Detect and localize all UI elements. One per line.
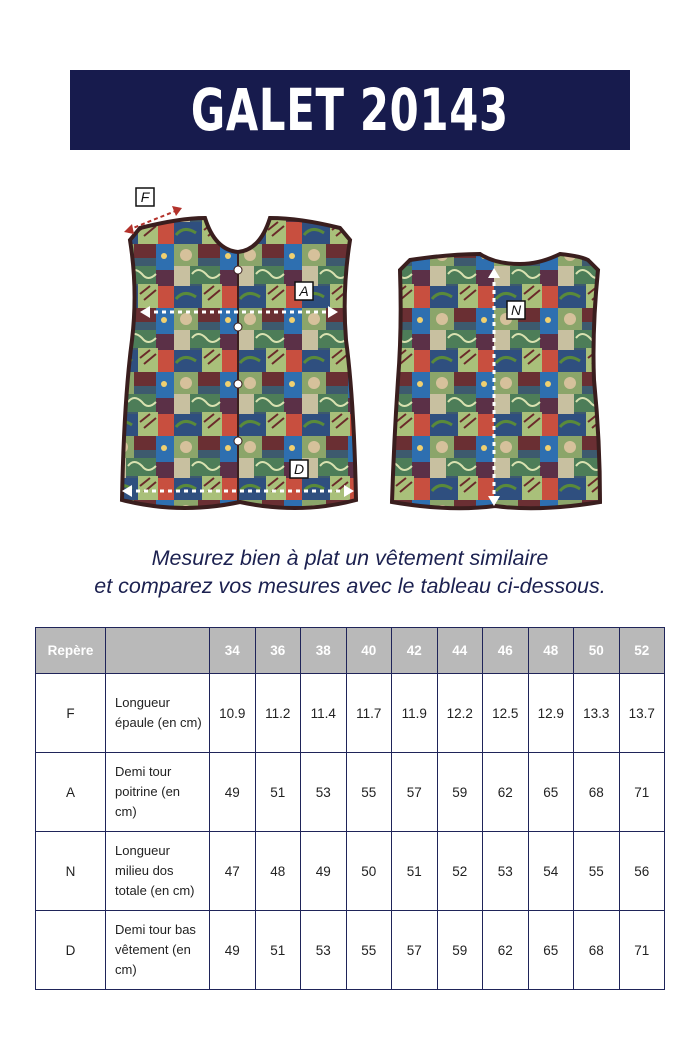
table-row [36,911,665,990]
header-size: 50 [574,628,620,674]
row-label: Longueur milieu dos totale (en cm) [106,832,210,911]
header-size: 36 [255,628,301,674]
header-size: 42 [392,628,438,674]
header-size: 38 [301,628,347,674]
table-cell: 55 [346,753,392,832]
header-description [106,628,210,674]
table-cell: 11.4 [301,674,347,753]
instructions-line-2: et comparez vos mesures avec le tableau ci-dessous. [94,574,606,598]
table-cell: 52 [437,832,483,911]
table-cell: 71 [619,911,665,990]
table-cell: 53 [301,911,347,990]
table-cell: 59 [437,753,483,832]
table-cell: 53 [301,753,347,832]
title-banner [70,70,630,150]
row-label: Longueur épaule (en cm) [106,674,210,753]
table-cell: 49 [210,911,256,990]
table-cell: 49 [301,832,347,911]
table-cell: 71 [619,753,665,832]
table-cell: 51 [392,832,438,911]
header-size: 40 [346,628,392,674]
table-cell: 55 [346,911,392,990]
marker-a-label: A [299,283,309,299]
table-cell: 53 [483,832,529,911]
table-cell: 57 [392,911,438,990]
back-vest [392,254,600,508]
table-cell: 10.9 [210,674,256,753]
table-cell: 13.3 [574,674,620,753]
table-row [36,753,665,832]
table-cell: 13.7 [619,674,665,753]
page-title: GALET 20143 [191,76,509,144]
row-code: N [36,832,106,911]
table-cell: 11.7 [346,674,392,753]
table-cell: 65 [528,911,574,990]
marker-d-label: D [293,461,305,477]
table-cell: 12.5 [483,674,529,753]
table-cell: 11.9 [392,674,438,753]
header-size: 52 [619,628,665,674]
table-cell: 68 [574,911,620,990]
table-cell: 65 [528,753,574,832]
table-cell: 54 [528,832,574,911]
table-header-row [36,628,665,674]
table-cell: 51 [255,753,301,832]
table-cell: 49 [210,753,256,832]
table-cell: 62 [483,753,529,832]
marker-f-label: F [140,189,150,205]
header-size: 34 [210,628,256,674]
table-cell: 48 [255,832,301,911]
vest-illustration [110,180,610,520]
row-code: D [36,911,106,990]
instructions-line-1: Mesurez bien à plat un vêtement similaire [151,546,549,570]
table-cell: 59 [437,911,483,990]
front-vest [122,188,356,508]
table-cell: 11.2 [255,674,301,753]
row-code: F [36,674,106,753]
header-repere: Repère [36,628,106,674]
header-size: 46 [483,628,529,674]
table-cell: 12.2 [437,674,483,753]
table-cell: 51 [255,911,301,990]
table-cell: 62 [483,911,529,990]
table-cell: 47 [210,832,256,911]
table-row [36,674,665,753]
header-size: 44 [437,628,483,674]
marker-n-label: N [510,302,522,318]
instructions [20,544,680,600]
size-table [35,627,665,990]
table-cell: 50 [346,832,392,911]
table-cell: 68 [574,753,620,832]
table-row [36,832,665,911]
row-label: Demi tour poitrine (en cm) [106,753,210,832]
row-label: Demi tour bas vêtement (en cm) [106,911,210,990]
row-code: A [36,753,106,832]
table-cell: 56 [619,832,665,911]
table-cell: 55 [574,832,620,911]
table-cell: 12.9 [528,674,574,753]
header-size: 48 [528,628,574,674]
table-cell: 57 [392,753,438,832]
